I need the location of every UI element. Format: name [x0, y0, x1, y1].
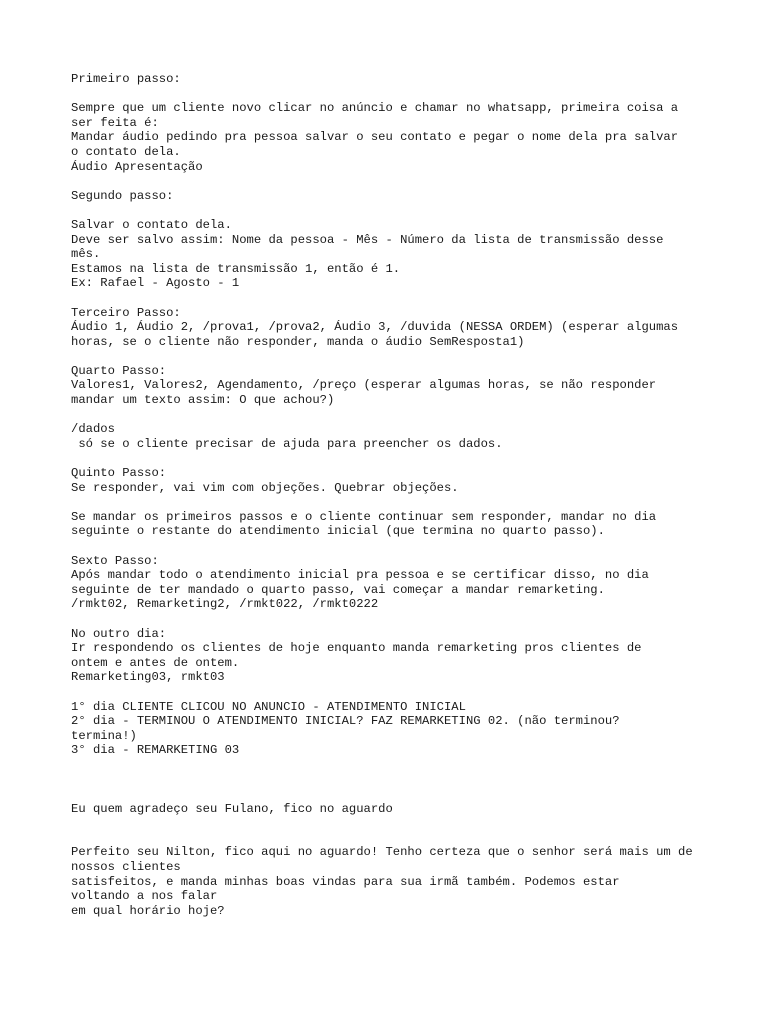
document-line: Quinto Passo: [71, 466, 167, 481]
document-line: Remarketing03, rmkt03 [71, 670, 225, 685]
document-line: Primeiro passo: [71, 72, 181, 86]
document-line: Ex: Rafael - Agosto - 1 [71, 276, 240, 291]
document-line [71, 612, 711, 627]
document-line: 2° dia - TERMINOU O ATENDIMENTO INICIAL? FAZ REMARKETING 02. (não terminou? [71, 714, 620, 729]
document-line: Se responder, vai vim com objeções. Quebrar objeções. [71, 480, 459, 495]
document-line: mandar um texto assim: O que achou?) [71, 393, 335, 408]
document-line: Ir respondendo os clientes de hoje enquanto manda remarketing pros clientes de [71, 641, 642, 656]
document-line: satisfeitos, e manda minhas boas vindas para sua irmã também. Podemos estar [71, 874, 620, 889]
document-line: horas, se o cliente não responder, manda o áudio SemResposta1) [71, 334, 525, 349]
document-text [71, 72, 711, 918]
document-line: o contato dela. [71, 144, 181, 159]
document-line [71, 291, 711, 306]
document-line: seguinte de ter mandado o quarto passo, vai começar a mandar remarketing. [71, 582, 605, 597]
document-line [71, 787, 711, 802]
document-line [71, 539, 711, 554]
document-line [71, 87, 711, 102]
document-line: Salvar o contato dela. [71, 217, 232, 232]
document-line: Se mandar os primeiros passos e o cliente continuar sem responder, mandar no dia [71, 509, 657, 524]
document-line: Mandar áudio pedindo pra pessoa salvar o seu contato e pegar o nome dela pra salvar [71, 130, 679, 145]
document-line [71, 349, 711, 364]
document-line: Eu quem agradeço seu Fulano, fico no aguardo [71, 801, 393, 816]
document-line: Após mandar todo o atendimento inicial pra pessoa e se certificar disso, no dia [71, 568, 649, 583]
document-line: Sempre que um cliente novo clicar no anúncio e chamar no whatsapp, primeira coisa a [71, 101, 679, 116]
document-line: Estamos na lista de transmissão 1, então é 1. [71, 261, 401, 276]
document-line: Segundo passo: [71, 188, 174, 203]
document-line: mês. [71, 247, 101, 262]
document-line: 1° dia CLIENTE CLICOU NO ANUNCIO - ATENDIMENTO INICIAL [71, 699, 466, 714]
document-line [71, 495, 711, 510]
document-line: Terceiro Passo: [71, 305, 181, 320]
document-line: /rmkt02, Remarketing2, /rmkt022, /rmkt0222 [71, 597, 379, 612]
document-line: ser feita é: [71, 115, 159, 130]
document-line: 3° dia - REMARKETING 03 [71, 743, 240, 758]
document-line: /dados [71, 422, 115, 437]
document-line [71, 408, 711, 423]
document-line [71, 758, 711, 773]
document-line [71, 816, 711, 831]
document-line [71, 831, 711, 846]
document-line [71, 203, 711, 218]
document-line: ontem e antes de ontem. [71, 655, 240, 670]
document-line: Valores1, Valores2, Agendamento, /preço (esperar algumas horas, se não responder [71, 378, 657, 393]
document-line [71, 451, 711, 466]
document-line: Quarto Passo: [71, 363, 167, 378]
document-line: nossos clientes [71, 860, 181, 875]
document-line: termina!) [71, 728, 137, 743]
document-line [71, 685, 711, 700]
document-line: Deve ser salvo assim: Nome da pessoa - Mês - Número da lista de transmissão desse [71, 232, 664, 247]
document-line: só se o cliente precisar de ajuda para preencher os dados. [71, 436, 503, 451]
document-line: Áudio 1, Áudio 2, /prova1, /prova2, Áudio 3, /duvida (NESSA ORDEM) (esperar algumas [71, 320, 679, 335]
document-line: em qual horário hoje? [71, 903, 225, 918]
document-line [71, 773, 711, 788]
document-line [71, 174, 711, 189]
document-line: Áudio Apresentação [71, 159, 203, 174]
document-line: voltando a nos falar [71, 889, 218, 904]
document-line: Sexto Passo: [71, 553, 159, 568]
document-line: seguinte o restante do atendimento inicial (que termina no quarto passo). [71, 524, 605, 539]
document-line: No outro dia: [71, 626, 167, 641]
document-line: Perfeito seu Nilton, fico aqui no aguardo! Tenho certeza que o senhor será mais um de [71, 845, 693, 860]
